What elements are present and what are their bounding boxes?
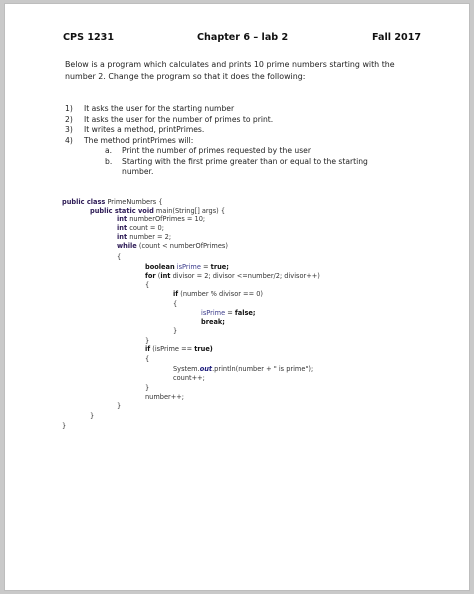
code-line: {: [145, 281, 150, 289]
code-line: System.out.println(number + " is prime");: [173, 365, 314, 373]
code-line: int number = 2;: [117, 233, 172, 241]
item-number: 4): [65, 135, 73, 145]
sub-item-text: Starting with the first prime greater than or equal to the starting: [122, 156, 368, 166]
code-line: }: [173, 327, 178, 335]
sub-item-text: number.: [122, 167, 154, 176]
item-number: 1): [65, 104, 73, 113]
code-line: public static void main(String[] args) {: [90, 207, 226, 215]
code-line: }: [117, 402, 122, 410]
code-line: {: [173, 300, 178, 308]
code-line: }: [145, 384, 150, 392]
code-line: if (isPrime == true): [145, 345, 213, 353]
item-text: It writes a method, printPrimes.: [84, 125, 205, 134]
code-line: }: [62, 422, 67, 430]
code-line: for (int divisor = 2; divisor <=number/2; divisor++): [145, 272, 320, 280]
code-line: {: [145, 355, 150, 363]
sub-item-letter: a.: [105, 146, 113, 155]
intro-paragraph: Below is a program which calculates and prints 10 prime numbers starting with the number 2. Change the program so that it does the following:: [65, 60, 395, 81]
code-line: count++;: [173, 374, 205, 382]
code-line: }: [145, 337, 150, 345]
code-line: while (count < numberOfPrimes): [117, 242, 228, 250]
code-line: }: [90, 412, 95, 420]
item-number: 3): [65, 125, 73, 134]
item-text: The method printPrimes will:: [84, 135, 194, 145]
sub-item-letter: b.: [105, 156, 113, 166]
code-line: if (number % divisor == 0): [173, 290, 263, 298]
item-text: It asks the user for the starting number: [84, 104, 235, 113]
item-text: It asks the user for the number of primes to print.: [84, 114, 274, 124]
code-line: int numberOfPrimes = 10;: [117, 215, 206, 223]
code-line: {: [117, 253, 122, 261]
code-line: public class PrimeNumbers {: [62, 198, 163, 206]
chapter-title: Chapter 6 – lab 2: [197, 32, 289, 43]
code-line: isPrime = false;: [201, 309, 256, 317]
term: Fall 2017: [372, 32, 422, 43]
code-line: boolean isPrime = true;: [145, 263, 229, 271]
sub-item-text: Print the number of primes requested by the user: [122, 146, 311, 155]
course-code: CPS 1231: [63, 32, 115, 43]
code-listing: [5, 4, 471, 592]
item-number: 2): [65, 114, 73, 124]
document-page: [4, 3, 470, 591]
code-line: int count = 0;: [117, 224, 164, 232]
code-line: break;: [201, 318, 225, 326]
code-line: number++;: [145, 393, 185, 401]
